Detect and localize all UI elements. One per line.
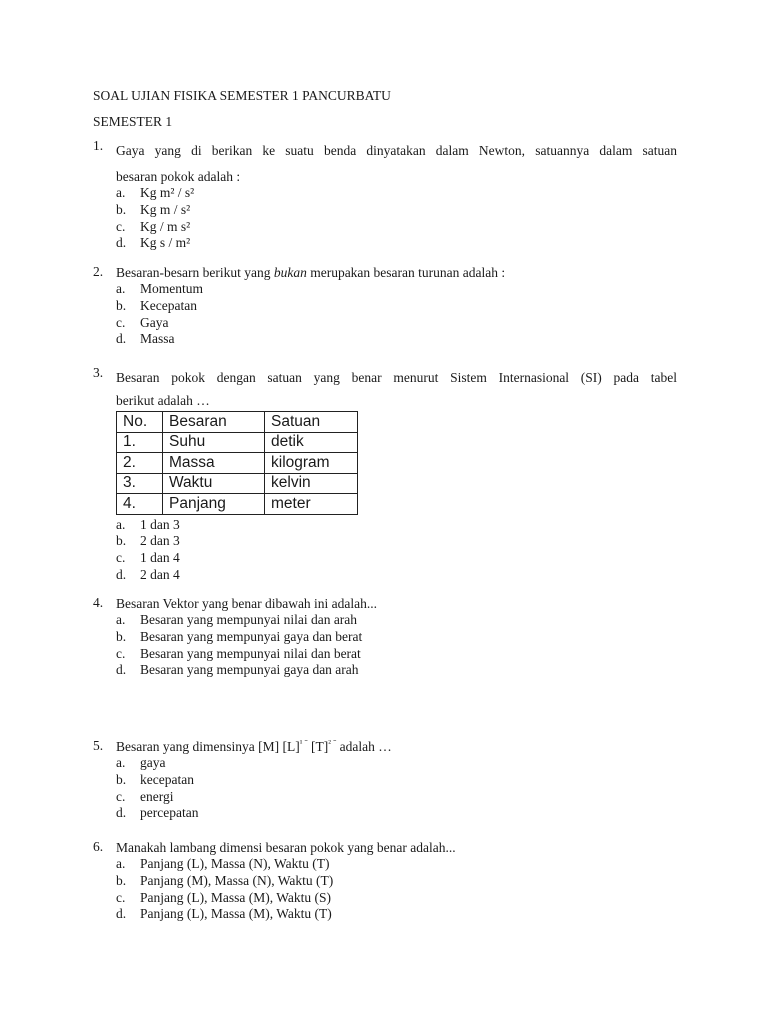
option-b xyxy=(116,873,677,890)
table-cell: detik xyxy=(265,432,358,453)
option-letter: a. xyxy=(116,516,126,532)
question-2 xyxy=(93,264,677,348)
table-cell: 2. xyxy=(117,453,163,474)
option-text: kecepatan xyxy=(140,771,194,787)
table-cell: 4. xyxy=(117,494,163,515)
option-text: Momentum xyxy=(140,281,203,296)
option-d xyxy=(116,662,677,679)
option-letter: d. xyxy=(116,906,127,922)
option-text: 2 dan 3 xyxy=(140,533,180,549)
option-text: 1 dan 4 xyxy=(140,550,180,566)
option-text: energi xyxy=(140,788,174,804)
question-text-part: Besaran yang dimensinya [M] [L] xyxy=(116,739,300,754)
option-d xyxy=(116,331,677,348)
superscript: ¹ ˉ xyxy=(299,738,308,748)
option-text: Besaran yang mempunyai gaya dan berat xyxy=(140,628,363,644)
option-text: Gaya xyxy=(140,314,169,330)
table-cell: Massa xyxy=(163,453,265,474)
question-1 xyxy=(93,138,677,252)
option-text: Panjang (L), Massa (M), Waktu (S) xyxy=(140,889,332,905)
option-letter: d. xyxy=(116,662,127,678)
option-text: Panjang (M), Massa (N), Waktu (T) xyxy=(140,872,334,888)
option-a xyxy=(116,185,677,202)
table-cell: Waktu xyxy=(163,473,265,494)
option-letter: d. xyxy=(116,805,127,821)
option-letter: d. xyxy=(116,566,127,582)
option-letter: b. xyxy=(116,533,127,549)
option-d xyxy=(116,567,677,584)
table-cell: Suhu xyxy=(163,432,265,453)
question-text xyxy=(116,738,677,755)
question-text: Besaran Vektor yang benar dibawah ini adalah... xyxy=(116,596,378,611)
option-text: Kg / m s² xyxy=(140,218,191,234)
question-6 xyxy=(93,839,677,923)
question-text: Manakah lambang dimensi besaran pokok yang benar adalah... xyxy=(116,840,456,855)
option-letter: c. xyxy=(116,645,126,661)
option-text: Besaran yang mempunyai nilai dan arah xyxy=(140,612,358,627)
option-text: Panjang (L), Massa (N), Waktu (T) xyxy=(140,856,330,871)
question-number: 5. xyxy=(93,738,104,753)
table-cell: kelvin xyxy=(265,473,358,494)
option-letter: b. xyxy=(116,201,127,217)
option-b xyxy=(116,629,677,646)
option-letter: b. xyxy=(116,628,127,644)
question-4 xyxy=(93,595,677,679)
option-text: Besaran yang mempunyai nilai dan berat xyxy=(140,645,361,661)
option-text: Kg m² / s² xyxy=(140,185,195,200)
question-text-line-1: Gaya yang di berikan ke suatu benda dinyatakan dalam Newton, satuannya dalam satuan xyxy=(116,143,677,158)
question-number: 2. xyxy=(93,264,104,279)
option-letter: b. xyxy=(116,297,127,313)
question-text-part: adalah … xyxy=(336,739,392,754)
option-d xyxy=(116,805,677,822)
option-letter: c. xyxy=(116,788,126,804)
option-letter: c. xyxy=(116,550,126,566)
table-cell: kilogram xyxy=(265,453,358,474)
option-letter: c. xyxy=(116,889,126,905)
question-5 xyxy=(93,738,677,822)
option-letter: a. xyxy=(116,856,126,871)
option-c xyxy=(116,315,677,332)
option-letter: d. xyxy=(116,235,127,251)
table-header-cell: Satuan xyxy=(265,412,358,433)
option-a xyxy=(116,281,677,298)
document-subtitle: SEMESTER 1 xyxy=(93,114,173,129)
data-table xyxy=(116,411,358,515)
option-text: 2 dan 4 xyxy=(140,566,180,582)
table-cell: 3. xyxy=(117,473,163,494)
option-letter: a. xyxy=(116,612,126,627)
question-text-line-1: Besaran pokok dengan satuan yang benar menurut Sistem Internasional (SI) pada tabel xyxy=(116,370,677,385)
question-number: 1. xyxy=(93,138,104,153)
option-b xyxy=(116,533,677,550)
table-header-row xyxy=(117,412,358,433)
option-a xyxy=(116,517,677,534)
question-number: 6. xyxy=(93,839,104,854)
option-list xyxy=(93,755,677,822)
option-text: Panjang (L), Massa (M), Waktu (T) xyxy=(140,906,332,922)
option-text: percepatan xyxy=(140,805,199,821)
option-letter: d. xyxy=(116,331,127,347)
option-letter: c. xyxy=(116,218,126,234)
table-row xyxy=(117,473,358,494)
option-text: Massa xyxy=(140,331,175,347)
option-c xyxy=(116,550,677,567)
question-text-part: merupakan besaran turunan adalah : xyxy=(306,265,506,280)
question-3 xyxy=(93,365,677,584)
table-cell: 1. xyxy=(117,432,163,453)
document-title: SOAL UJIAN FISIKA SEMESTER 1 PANCURBATU xyxy=(93,88,391,103)
option-c xyxy=(116,646,677,663)
table-cell: Panjang xyxy=(163,494,265,515)
option-text: 1 dan 3 xyxy=(140,516,180,532)
option-c xyxy=(116,219,677,236)
option-text: Besaran yang mempunyai gaya dan arah xyxy=(140,662,359,678)
question-number: 4. xyxy=(93,595,104,610)
option-list xyxy=(93,185,677,252)
table-cell: meter xyxy=(265,494,358,515)
option-text: Kg s / m² xyxy=(140,235,191,251)
option-a xyxy=(116,755,677,772)
question-text-line-2: besaran pokok adalah : xyxy=(116,169,241,184)
option-a xyxy=(116,856,677,873)
option-list xyxy=(93,612,677,679)
option-d xyxy=(116,235,677,252)
option-letter: a. xyxy=(116,281,126,296)
question-text-part: [T] xyxy=(307,739,329,754)
table-row xyxy=(117,432,358,453)
question-text-italic: bukan xyxy=(273,265,307,280)
option-b xyxy=(116,772,677,789)
superscript: ² ˉ xyxy=(328,738,337,748)
table-row xyxy=(117,494,358,515)
option-text: Kg m / s² xyxy=(140,201,191,217)
option-list xyxy=(93,517,677,584)
question-text-part: Besaran-besarn berikut yang xyxy=(116,265,274,280)
option-letter: b. xyxy=(116,771,127,787)
option-c xyxy=(116,789,677,806)
option-list xyxy=(93,856,677,923)
option-b xyxy=(116,202,677,219)
option-letter: c. xyxy=(116,314,126,330)
option-list xyxy=(93,281,677,348)
option-text: gaya xyxy=(140,755,166,770)
option-c xyxy=(116,890,677,907)
option-a xyxy=(116,612,677,629)
table-header-cell: No. xyxy=(117,412,163,433)
table-row xyxy=(117,453,358,474)
option-letter: a. xyxy=(116,185,126,200)
option-text: Kecepatan xyxy=(140,297,197,313)
option-letter: b. xyxy=(116,872,127,888)
question-text-line-2: berikut adalah … xyxy=(116,393,210,408)
question-text xyxy=(116,264,677,281)
option-d xyxy=(116,906,677,923)
table-header-cell: Besaran xyxy=(163,412,265,433)
option-letter: a. xyxy=(116,755,126,770)
question-number: 3. xyxy=(93,365,104,380)
option-b xyxy=(116,298,677,315)
